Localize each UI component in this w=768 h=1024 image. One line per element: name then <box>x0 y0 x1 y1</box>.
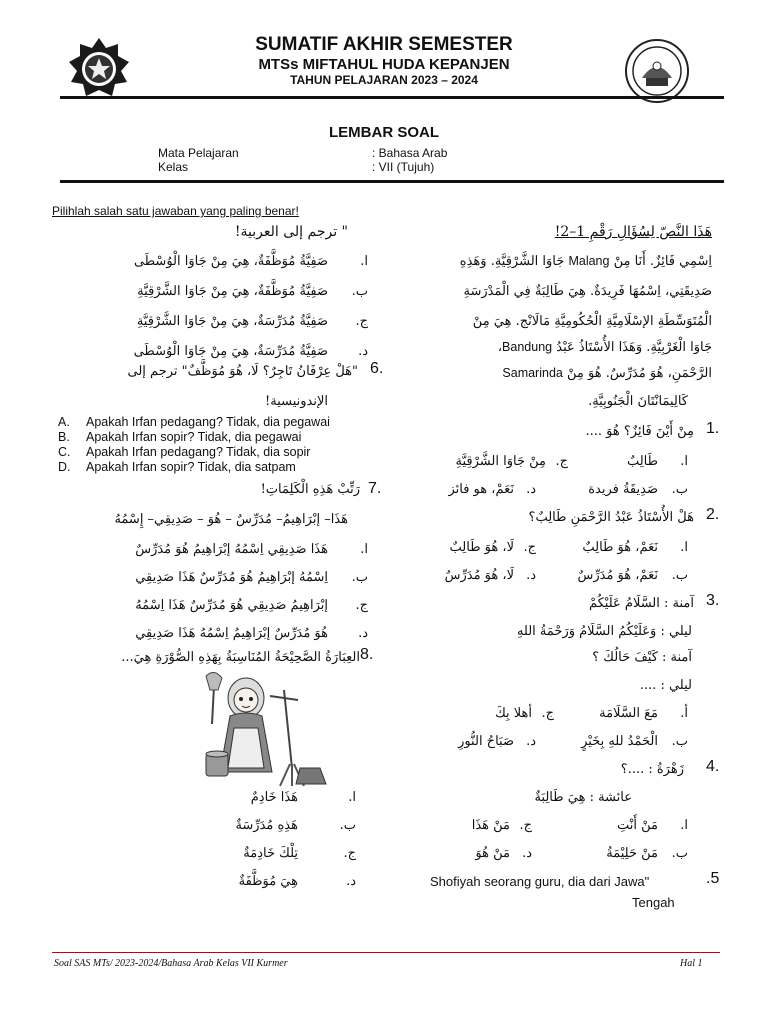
passage-line-3: الْمُتَوَسِّطَةِ الإسْلَامِيَّةِ الْحُكُومِيَّةِ مَالَانْج. هِيَ مِنْ <box>472 314 712 329</box>
q4-number: 4. <box>706 758 720 775</box>
q7-number: 7. <box>368 480 382 497</box>
q8-option-b-letter: ب. <box>339 818 356 833</box>
q7-option-d-letter: د. <box>358 626 368 641</box>
q4-option-c[interactable]: مَنْ هَذَا <box>471 818 510 833</box>
meta-divider <box>60 180 724 183</box>
q8-option-c-letter: ج. <box>343 846 356 861</box>
q1-option-b[interactable]: صَدِيقَةُ فريدة <box>588 482 658 497</box>
subject-label: Mata Pelajaran <box>158 146 239 160</box>
q6-option-d-letter: D. <box>58 460 71 474</box>
q5-number: .5 <box>706 870 720 887</box>
q5-text: Shofiyah seorang guru, dia dari Jawa" <box>430 874 650 889</box>
q1-option-a[interactable]: طَالِبٌ <box>626 454 658 469</box>
q3-dialog-2: ليلي : وَعَلَيْكُمُ السَّلَامُ وَرَحْمَةُ اللهِ <box>516 624 692 639</box>
q4-option-a[interactable]: مَنْ أَنْتِ <box>617 818 658 833</box>
q7-option-b[interactable]: اِسْمُهُ إبْرَاهِيمُ هُوَ مُدَرِّسٌ هَذَا صَدِيقِي <box>135 570 328 585</box>
q3-option-b-letter: ب. <box>671 734 688 749</box>
q2-option-c-letter: ج. <box>523 540 536 555</box>
q6-option-c-letter: C. <box>58 445 71 459</box>
q3-dialog-3: آمنة : كَيْفَ حَالُكَ ؟ <box>592 650 692 665</box>
q5-instruction-arabic: " ترجم إلى العربية! <box>234 224 348 240</box>
q7-option-a-letter: ا. <box>360 542 368 557</box>
q5-option-d-letter: د. <box>358 344 368 359</box>
passage-line-6: كَالِيمَانْتَانَ الْجَنُوبِيَّةِ. <box>588 394 688 409</box>
q7-option-c-letter: ج. <box>355 598 368 613</box>
q4-option-c-letter: ج. <box>519 818 532 833</box>
q3-dialog-1: آمنة : السَّلَامُ عَلَيْكُمْ <box>588 596 694 611</box>
q7-words: هَذَا– إبْرَاهِيمُ– مُدَرِّسٌ – هُوَ – صَدِيقِي– إِسْمُهُ <box>114 512 348 527</box>
q6-text: "هَلْ عِرْفَانُ تَاجِرٌ؟ لَا، هُوَ مُوَظَّفٌ" ترجم إلى <box>127 364 358 379</box>
passage-line-5: الرَّحْمَنِ، هُوَ مُدَرِّسٌ. هُوَ مِنْ Samarinda <box>502 366 712 381</box>
q6-number: 6. <box>370 360 384 377</box>
q4-option-d[interactable]: مَنْ هُوَ <box>475 846 510 861</box>
page-number: Hal 1 <box>680 958 703 969</box>
q5-text-2: Tengah <box>632 895 675 910</box>
q8-option-c[interactable]: تِلْكَ خَادِمَةٌ <box>243 846 298 861</box>
q5-option-c[interactable]: صَفِيَّةُ مُدَرِّسَةٌ، هِيَ مِنْ جَاوَا الشَّرْقِيَّةِ <box>136 314 328 329</box>
q4-option-a-letter: ا. <box>680 818 688 833</box>
q1-number: 1. <box>706 420 720 437</box>
q5-option-b-letter: ب. <box>351 284 368 299</box>
q3-option-a[interactable]: مَعَ السَّلَامَة <box>599 706 658 721</box>
academic-year: TAHUN PELAJARAN 2023 – 2024 <box>290 73 478 87</box>
q3-dialog-4: ليلي : .... <box>639 678 692 693</box>
q6-option-d[interactable]: Apakah Irfan sopir? Tidak, dia satpam <box>86 460 296 474</box>
q1-option-a-letter: ا. <box>680 454 688 469</box>
q6-option-a[interactable]: Apakah Irfan pedagang? Tidak, dia pegawai <box>86 415 330 429</box>
passage-line-4: جَاوَا الْغَرْبِيَّةِ. وَهَذَا الأُسْتَاذُ عَبْدُ Bandung، <box>497 340 712 355</box>
q8-number: 8. <box>360 646 374 663</box>
q1-text: مِنْ أَيْنَ فَائِزٌ؟ هُوَ .... <box>585 424 694 439</box>
q8-option-a[interactable]: هَذَا خَادِمٌ <box>250 790 298 805</box>
class-label: Kelas <box>158 160 189 174</box>
q2-option-a[interactable]: نَعَمْ، هُوَ طَالِبٌ <box>582 540 658 555</box>
q5-option-d[interactable]: صَفِيَّةُ مُدَرِّسَةٌ، هِيَ مِنْ جَاوَا الْوُسْطَى <box>133 344 328 359</box>
q1-option-d-letter: د. <box>526 482 536 497</box>
q6-option-c[interactable]: Apakah Irfan pedagang? Tidak, dia sopir <box>86 445 311 459</box>
q3-option-c[interactable]: أهلا بِكَ <box>495 706 532 721</box>
passage-line-1: اِسْمِي فَائِزٌ. أَنَا مِنْ Malang جَاوَا الشَّرْقِيَّةِ. وَهَذِهِ <box>459 254 712 269</box>
q1-option-b-letter: ب. <box>671 482 688 497</box>
passage-line-2: صَدِيقَتِي، اِسْمُهَا فَرِيدَةٌ. هِيَ طَالِبَةٌ فِي الْمَدْرَسَةِ <box>463 284 712 299</box>
q1-option-c-letter: ج. <box>555 454 568 469</box>
exam-title: SUMATIF AKHIR SEMESTER <box>255 34 513 55</box>
q6-option-b-letter: B. <box>58 430 70 444</box>
q4-dialog-2: عائشة : هِيَ طَالِبَةٌ <box>534 790 632 805</box>
q2-option-a-letter: ا. <box>680 540 688 555</box>
q7-option-d[interactable]: هُوَ مُدَرِّسٌ إبْرَاهِيمُ اِسْمُهُ هَذَا صَدِيقِي <box>135 626 328 641</box>
q7-text: رَتِّبْ هَذِهِ الْكَلِمَاتِ! <box>260 482 360 497</box>
q2-option-b[interactable]: نَعَمْ، هُوَ مُدَرِّسٌ <box>577 568 658 583</box>
q3-option-d-letter: د. <box>526 734 536 749</box>
q8-option-b[interactable]: هَذِهِ مُدَرِّسَةٌ <box>235 818 298 833</box>
q7-option-b-letter: ب. <box>351 570 368 585</box>
q8-text: العِبَارَةُ الصَّحِيْحَةُ المُنَاسِبَةُ بِهَذِهِ الصُّوْرَةِ هِيَ... <box>121 650 360 665</box>
q2-number: 2. <box>706 506 720 523</box>
q3-number: 3. <box>706 592 720 609</box>
cleaning-woman-illustration <box>200 668 340 788</box>
q4-dialog-1: زَهْرَةُ : ....؟ <box>620 762 684 777</box>
q1-option-c[interactable]: مِنْ جَاوَا الشَّرْقِيَّةِ <box>455 454 546 469</box>
q6-option-a-letter: A. <box>58 415 70 429</box>
passage-title: هَذَا النَّصّ لِسُؤَالِ رَقْمِ 1–2! <box>554 224 712 240</box>
q6-option-b[interactable]: Apakah Irfan sopir? Tidak, dia pegawai <box>86 430 302 444</box>
q4-option-b[interactable]: مَنْ حَلِيْمَةُ <box>606 846 658 861</box>
q5-option-a-letter: ا. <box>360 254 368 269</box>
class-value: : VII (Tujuh) <box>372 160 435 174</box>
q2-option-b-letter: ب. <box>671 568 688 583</box>
q6-text-2: الإندونيسية! <box>264 394 328 409</box>
q8-option-d[interactable]: هِيَ مُوَظَّفَةٌ <box>238 874 298 889</box>
q2-option-d-letter: د. <box>526 568 536 583</box>
q3-option-d[interactable]: صَبَاحُ النُّورِ <box>458 734 514 749</box>
q5-option-c-letter: ج. <box>355 314 368 329</box>
q1-option-d[interactable]: نَعَمْ، هو فائز <box>448 482 514 497</box>
q3-option-b[interactable]: الْحَمْدُ للهِ بِخَيْرٍ <box>581 734 658 749</box>
q8-option-a-letter: ا. <box>348 790 356 805</box>
q7-option-a[interactable]: هَذَا صَدِيقِي اِسْمُهُ إبْرَاهِيمُ هُوَ مُدَرِّسٌ <box>135 542 328 557</box>
q2-text: هَلْ الأُسْتَاذُ عَبْدُ الرَّحْمَنِ طَالِبٌ؟ <box>528 510 694 525</box>
q2-option-c[interactable]: لَا، هُوَ طَالِبٌ <box>449 540 514 555</box>
header-divider <box>60 96 724 99</box>
q8-option-d-letter: د. <box>346 874 356 889</box>
q3-option-c-letter: ج. <box>541 706 554 721</box>
footer-left: Soal SAS MTs/ 2023-2024/Bahasa Arab Kelas VII Kurmer <box>54 958 288 969</box>
q5-option-b[interactable]: صَفِيَّةُ مُوَظَّفَةٌ، هِيَ مِنْ جَاوَا الشَّرْقِيَّةِ <box>137 284 328 299</box>
q2-option-d[interactable]: لَا، هُوَ مُدَرِّسٌ <box>444 568 514 583</box>
footer-divider <box>52 952 720 953</box>
q4-option-d-letter: د. <box>522 846 532 861</box>
school-name: MTSs MIFTAHUL HUDA KEPANJEN <box>258 56 510 73</box>
q3-option-a-letter: أ. <box>680 706 688 721</box>
q7-option-c[interactable]: إبْرَاهِيمُ صَدِيقِي هُوَ مُدَرِّسٌ هَذَا اِسْمُهُ <box>135 598 328 613</box>
sheet-title: LEMBAR SOAL <box>329 124 439 141</box>
q4-option-b-letter: ب. <box>671 846 688 861</box>
q5-option-a[interactable]: صَفِيَّةُ مُوَظَّفَةٌ، هِيَ مِنْ جَاوَا الْوُسْطَى <box>133 254 328 269</box>
instruction: Pilihlah salah satu jawaban yang paling benar! <box>52 204 299 218</box>
subject-value: : Bahasa Arab <box>372 146 448 160</box>
